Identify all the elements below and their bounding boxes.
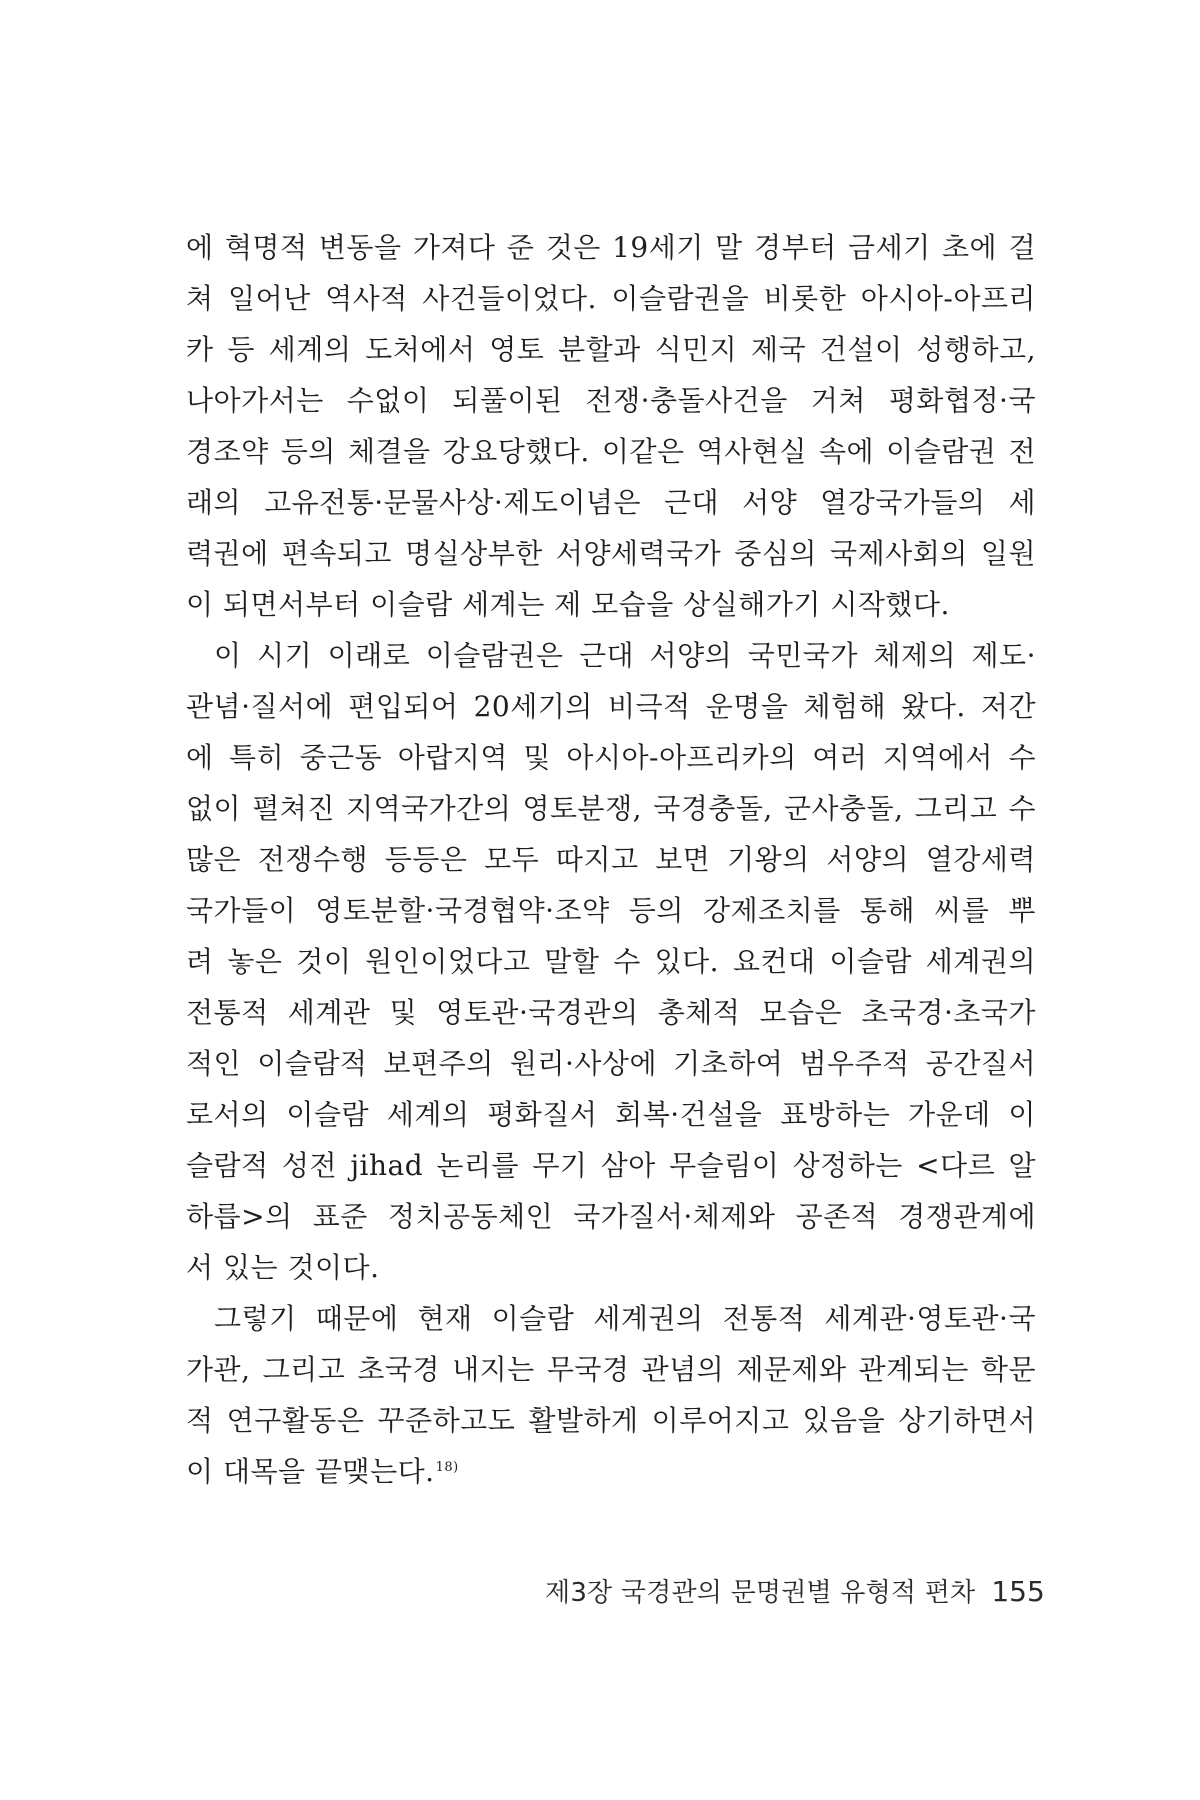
text-line: 관념·질서에 편입되어 20세기의 비극적 운명을 체험해 왔다. 저간 [186,690,1036,723]
text-line: 없이 펼쳐진 지역국가간의 영토분쟁, 국경충돌, 군사충돌, 그리고 수 [186,792,1036,825]
text-line: 가관, 그리고 초국경 내지는 무국경 관념의 제문제와 관계되는 학문 [186,1353,1036,1386]
text-line: 경조약 등의 체결을 강요당했다. 이같은 역사현실 속에 이슬람권 전 [186,435,1036,468]
text-line: 래의 고유전통·문물사상·제도이념은 근대 서양 열강국가들의 세 [186,486,1036,519]
text-line: 쳐 일어난 역사적 사건들이었다. 이슬람권을 비롯한 아시아-아프리 [186,282,1036,315]
text-line: 력권에 편속되고 명실상부한 서양세력국가 중심의 국제사회의 일원 [186,537,1036,570]
text-line: 카 등 세계의 도처에서 영토 분할과 식민지 제국 건설이 성행하고, [186,333,1036,366]
running-footer [545,1572,1045,1612]
chapter-title: 제3장 국경관의 문명권별 유형적 편차 [545,1578,976,1608]
text-line: 적인 이슬람적 보편주의 원리·사상에 기초하여 범우주적 공간질서 [186,1047,1036,1080]
text-line: 적 연구활동은 꾸준하고도 활발하게 이루어지고 있음을 상기하면서 [186,1404,1036,1437]
text-line: 로서의 이슬람 세계의 평화질서 회복·건설을 표방하는 가운데 이 [186,1098,1036,1131]
text-line: 많은 전쟁수행 등등은 모두 따지고 보면 기왕의 서양의 열강세력 [186,843,1036,876]
text-line: 전통적 세계관 및 영토관·국경관의 총체적 모습은 초국경·초국가 [186,996,1036,1029]
paragraph-1 [186,222,1036,630]
text-line: 에 혁명적 변동을 가져다 준 것은 19세기 말 경부터 금세기 초에 걸 [186,231,1036,264]
text-line: 슬람적 성전 jihad 논리를 무기 삼아 무슬림이 상정하는 <다르 알 [186,1149,1036,1182]
text-line-content: 이 대목을 끝맺는다. [186,1455,435,1488]
text-line: 이 되면서부터 이슬람 세계는 제 모습을 상실해가기 시작했다. [186,588,950,621]
text-line: 그렇기 때문에 현재 이슬람 세계권의 전통적 세계관·영토관·국 [214,1302,1036,1335]
text-line: 려 놓은 것이 원인이었다고 말할 수 있다. 요컨대 이슬람 세계권의 [186,945,1036,978]
body-text [186,222,1036,1497]
text-line: 국가들이 영토분할·국경협약·조약 등의 강제조치를 통해 씨를 뿌 [186,894,1036,927]
footnote-reference[interactable]: 18) [435,1459,459,1475]
text-line-with-footnote [186,1446,1036,1497]
page-number: 155 [991,1575,1045,1608]
text-line: 나아가서는 수없이 되풀이된 전쟁·충돌사건을 거쳐 평화협정·국 [186,384,1036,417]
text-line: 서 있는 것이다. [186,1251,380,1284]
paragraph-2 [186,630,1036,1293]
text-line: 하릅>의 표준 정치공동체인 국가질서·체제와 공존적 경쟁관계에 [186,1200,1036,1233]
text-line: 에 특히 중근동 아랍지역 및 아시아-아프리카의 여러 지역에서 수 [186,741,1036,774]
text-line: 이 시기 이래로 이슬람권은 근대 서양의 국민국가 체제의 제도· [214,639,1036,672]
paragraph-3 [186,1293,1036,1497]
